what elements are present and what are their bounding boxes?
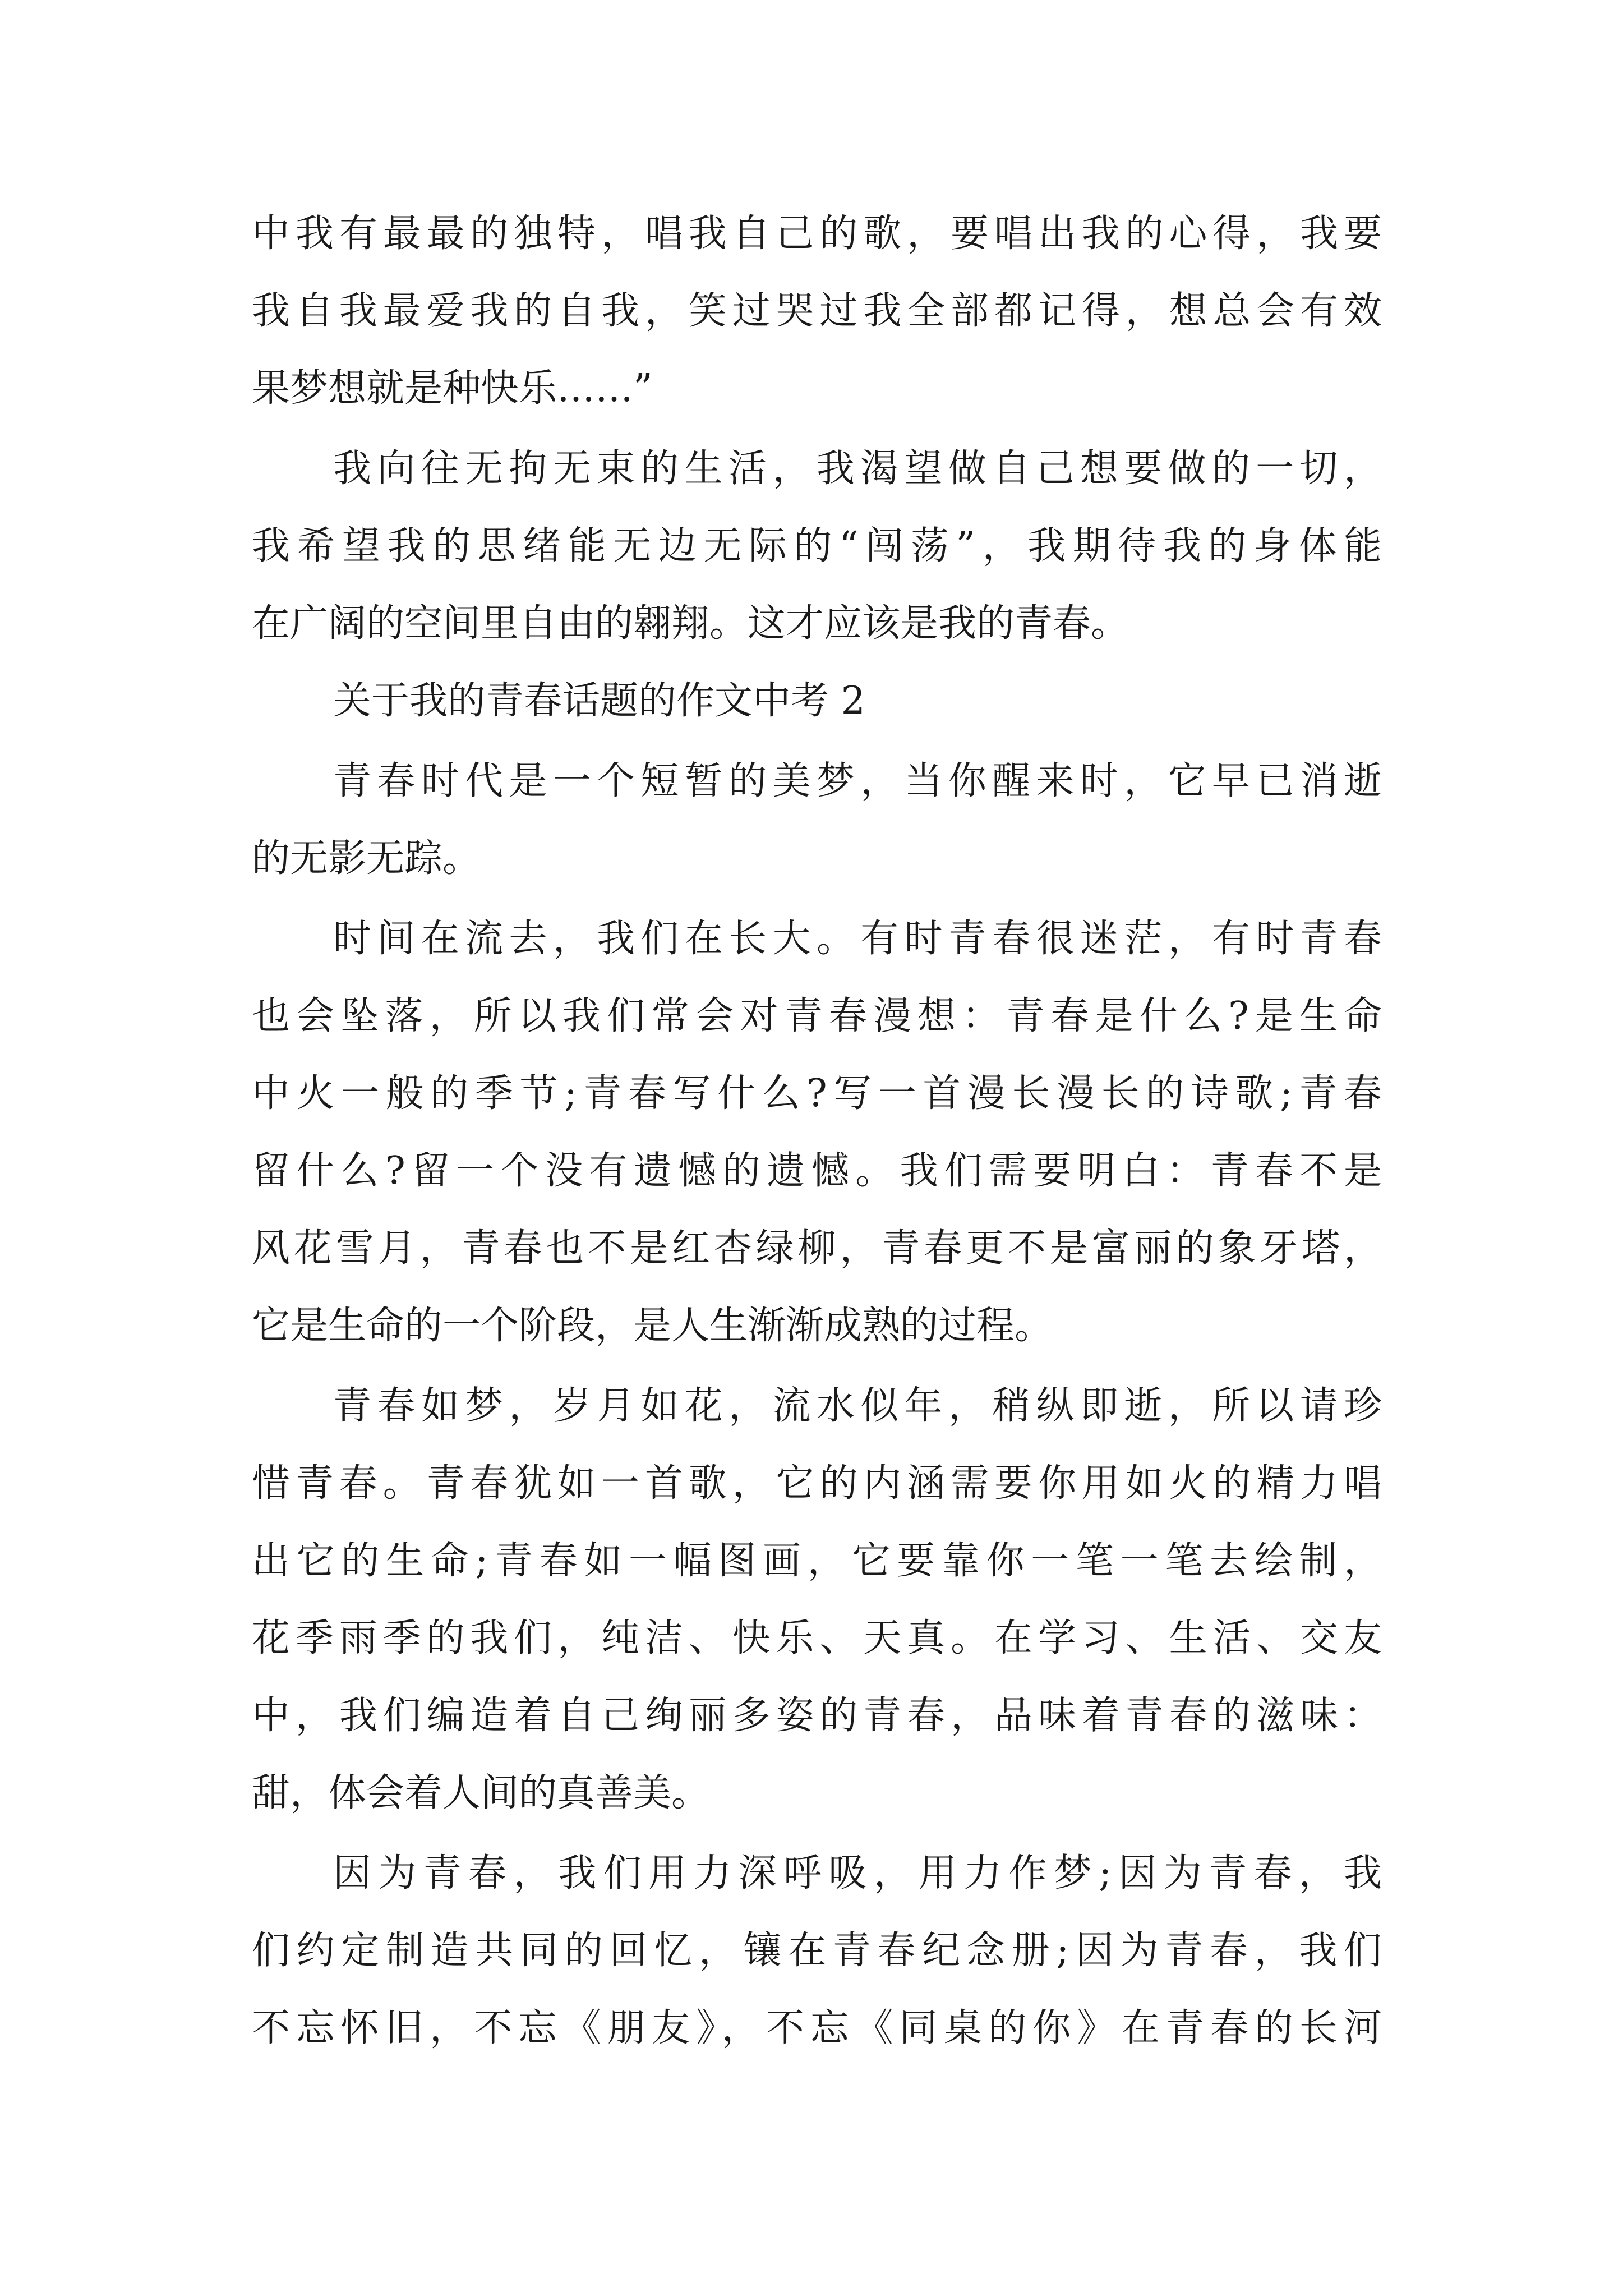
line-text: 时间在流去，我们在长大。有时青春很迷茫，有时青春 (333, 917, 1388, 961)
line-text: 也会坠落，所以我们常会对青春漫想：青春是什么?是生命 (252, 994, 1389, 1038)
line-text: 青春时代是一个短暂的美梦，当你醒来时，它早已消逝 (333, 759, 1388, 803)
line-text: 因为青春，我们用力深呼吸，用力作梦;因为青春，我 (333, 1851, 1389, 1895)
line-text: 关于我的青春话题的作文中考 2 (333, 679, 865, 723)
line-text: 青春如梦，岁月如花，流水似年，稍纵即逝，所以请珍 (333, 1384, 1388, 1428)
line-text: 我向往无拘无束的生活，我渴望做自己想要做的一切， (333, 447, 1388, 491)
line-text: 它是生命的一个阶段，是人生渐渐成熟的过程。 (252, 1304, 1053, 1348)
line-text: 中我有最最的独特，唱我自己的歌，要唱出我的心得，我要 (252, 211, 1387, 256)
line-text: 我自我最爱我的自我，笑过哭过我全部都记得，想总会有效 (252, 289, 1387, 333)
line-text: 在广阔的空间里自由的翱翔。这才应该是我的青春。 (252, 601, 1129, 646)
line-text: 果梦想就是种快乐……” (252, 366, 653, 411)
line-text: 惜青春。青春犹如一首歌，它的内涵需要你用如火的精力唱 (252, 1461, 1387, 1506)
line-text: 不忘怀旧，不忘《朋友》，不忘《同桌的你》在青春的长河 (252, 2006, 1389, 2050)
line-text: 风花雪月，青春也不是红杏绿柳，青春更不是富丽的象牙塔， (252, 1226, 1386, 1271)
line-text: 出它的生命;青春如一幅图画，它要靠你一笔一笔去绘制， (252, 1539, 1389, 1583)
line-text: 中，我们编造着自己绚丽多姿的青春，品味着青春的滋味： (252, 1694, 1387, 1738)
line-text: 我希望我的思绪能无边无际的“闯荡”，我期待我的身体能 (252, 524, 1389, 568)
line-text: 花季雨季的我们，纯洁、快乐、天真。在学习、生活、交友 (252, 1616, 1387, 1660)
line-text: 中火一般的季节;青春写什么?写一首漫长漫长的诗歌;青春 (252, 1071, 1389, 1116)
line-text: 留什么?留一个没有遗憾的遗憾。我们需要明白：青春不是 (252, 1149, 1389, 1193)
line-text: 甜，体会着人间的真善美。 (252, 1771, 710, 1815)
line-text: 们约定制造共同的回忆，镶在青春纪念册;因为青春，我们 (252, 1929, 1389, 1973)
line-text: 的无影无踪。 (252, 836, 481, 881)
